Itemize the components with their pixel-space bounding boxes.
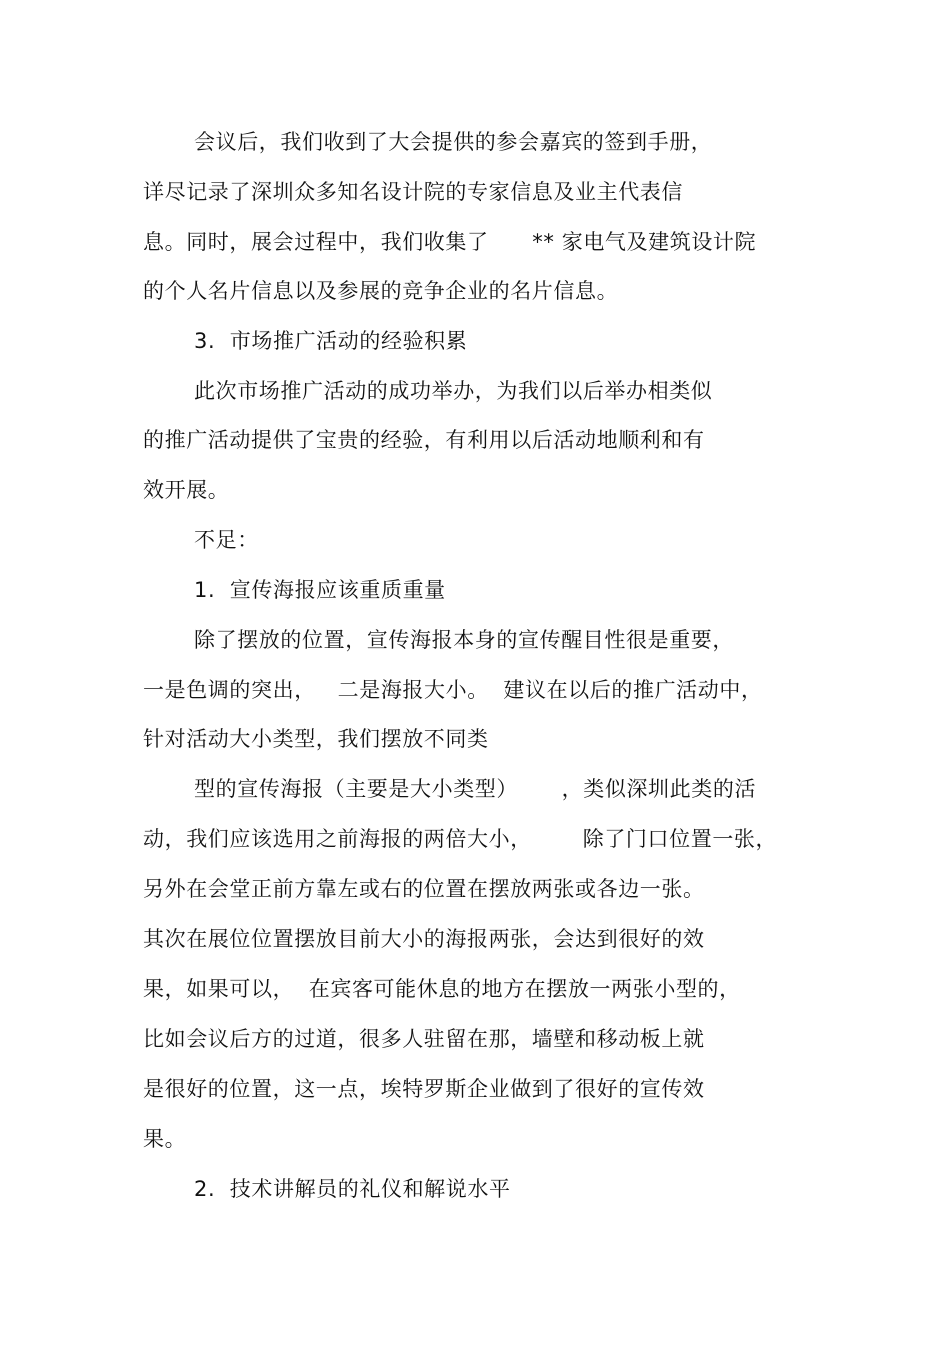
text-line: 比如会议后方的过道，很多人驻留在那，墙壁和移动板上就 [143, 1027, 705, 1051]
text-line: 一是色调的突出， 二是海报大小。 建议在以后的推广活动中， [143, 678, 763, 702]
text-line: 除了摆放的位置，宣传海报本身的宣传醒目性很是重要， [194, 628, 734, 652]
text-line: 动，我们应该选用之前海报的两倍大小， 除了门口位置一张， [143, 827, 778, 851]
text-line: 另外在会堂正前方靠左或右的位置在摆放两张或各边一张。 [143, 877, 705, 901]
text-line: 针对活动大小类型，我们摆放不同类 [143, 727, 489, 751]
section-heading: 1. 宣传海报应该重质重量 [194, 578, 446, 602]
section-heading: 2. 技术讲解员的礼仪和解说水平 [194, 1177, 511, 1201]
text-line: 会议后，我们收到了大会提供的参会嘉宾的签到手册， [194, 130, 713, 154]
text-line: 此次市场推广活动的成功举办，为我们以后举办相类似 [194, 379, 713, 403]
text-line: 果。 [143, 1127, 187, 1151]
section-heading: 不足： [194, 528, 259, 552]
text-line: 果，如果可以， 在宾客可能休息的地方在摆放一两张小型的， [143, 977, 741, 1001]
text-line: 息。同时，展会过程中，我们收集了 ** 家电气及建筑设计院 [143, 230, 757, 254]
text-line: 是很好的位置，这一点，埃特罗斯企业做到了很好的宣传效 [143, 1077, 705, 1101]
section-heading: 3. 市场推广活动的经验积累 [194, 329, 468, 353]
text-line: 其次在展位位置摆放目前大小的海报两张，会达到很好的效 [143, 927, 705, 951]
text-line: 的推广活动提供了宝贵的经验，有利用以后活动地顺利和有 [143, 428, 705, 452]
text-line: 详尽记录了深圳众多知名设计院的专家信息及业主代表信 [143, 180, 683, 204]
text-line: 效开展。 [143, 478, 230, 502]
text-line: 型的宣传海报（主要是大小类型） ，类似深圳此类的活 [194, 777, 757, 801]
text-line: 的个人名片信息以及参展的竞争企业的名片信息。 [143, 279, 619, 303]
